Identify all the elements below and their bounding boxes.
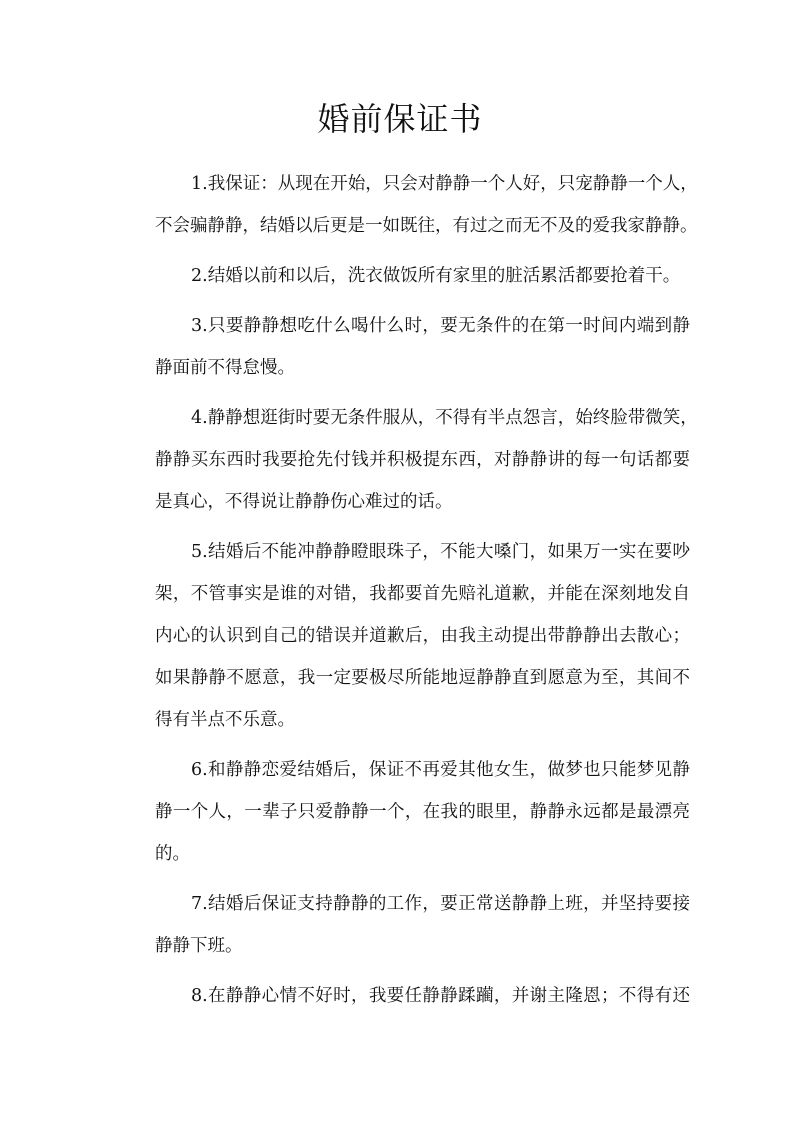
paragraph-line: 6.和静静恋爱结婚后，保证不再爱其他女生，做梦也只能梦见静 [191, 760, 690, 780]
paragraph-line: 8.在静静心情不好时，我要任静静蹂躏，并谢主隆恩；不得有还 [191, 986, 690, 1006]
paragraph-3 [120, 305, 690, 389]
paragraph-line: 7.结婚后保证支持静静的工作，要正常送静静上班，并坚持要接 [191, 894, 690, 914]
paragraph-line: 静面前不得怠慢。 [155, 358, 295, 378]
paragraph-5 [120, 531, 690, 741]
paragraph-line: 如果静静不愿意，我一定要极尽所能地逗静静直到愿意为至，其间不 [155, 668, 690, 688]
paragraph-line: 得有半点不乐意。 [155, 710, 295, 730]
paragraph-8 [120, 975, 690, 1017]
paragraph-line: 3.只要静静想吃什么喝什么时，要无条件的在第一时间内端到静 [191, 316, 690, 336]
paragraph-4 [120, 397, 698, 523]
paragraph-6 [120, 749, 690, 875]
paragraph-line: 5.结婚后不能冲静静瞪眼珠子，不能大嗓门，如果万一实在要吵 [191, 542, 690, 562]
paragraph-line: 是真心，不得说让静静伤心难过的话。 [155, 492, 453, 512]
paragraph-line: 静一个人，一辈子只爱静静一个，在我的眼里，静静永远都是最漂亮 [155, 802, 690, 822]
paragraph-line: 架，不管事实是谁的对错，我都要首先赔礼道歉，并能在深刻地发自 [155, 584, 690, 604]
paragraph-line: 不会骗静静，结婚以后更是一如既往，有过之而无不及的爱我家静静。 [155, 216, 698, 236]
paragraph-line: 静静下班。 [155, 936, 243, 956]
paragraph-line: 4.静静想逛街时要无条件服从，不得有半点怨言，始终脸带微笑， [191, 408, 698, 428]
paragraph-line: 的。 [155, 844, 190, 864]
paragraph-line: 静静买东西时我要抢先付钱并积极提东西，对静静讲的每一句话都要 [155, 450, 690, 470]
paragraph-line: 1.我保证：从现在开始，只会对静静一个人好，只宠静静一个人， [191, 174, 698, 194]
document-body [120, 163, 698, 1025]
document-title: 婚前保证书 [317, 100, 483, 138]
paragraph-2 [120, 255, 690, 297]
paragraph-7 [120, 883, 690, 967]
paragraph-line: 内心的认识到自己的错误并道歉后，由我主动提出带静静出去散心； [155, 626, 690, 646]
paragraph-1 [120, 163, 698, 247]
paragraph-line: 2.结婚以前和以后，洗衣做饭所有家里的脏活累活都要抢着干。 [191, 266, 681, 286]
